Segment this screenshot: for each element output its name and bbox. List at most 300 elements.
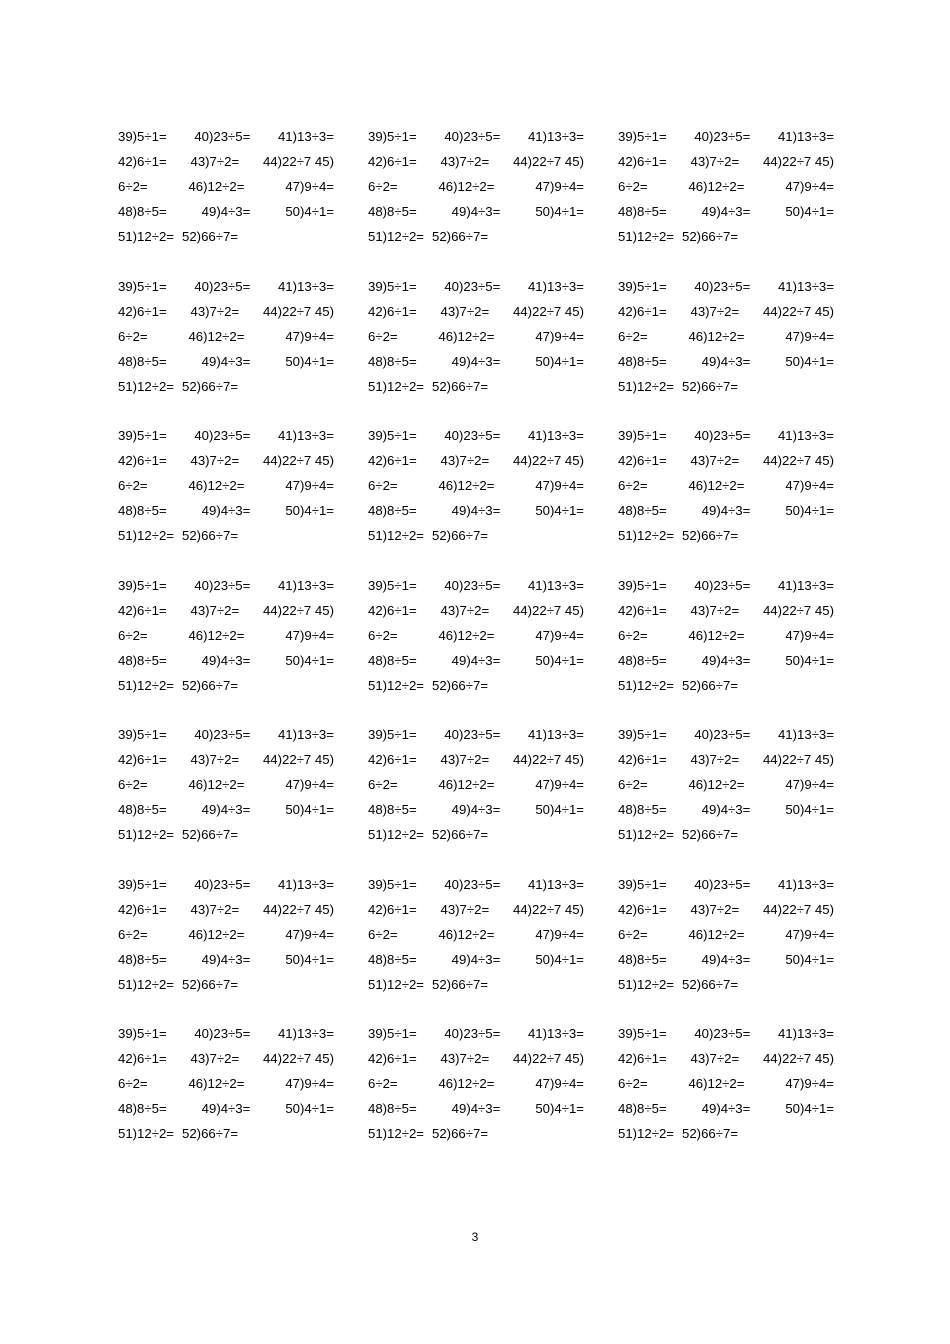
exercise-item: 6÷2= xyxy=(618,926,648,942)
exercise-line xyxy=(368,1096,584,1121)
exercise-item: 51)12÷2= xyxy=(368,976,425,992)
exercise-item: 41)13÷3= xyxy=(777,1026,834,1041)
exercise-item: 49)4÷3= xyxy=(701,503,751,518)
exercise-item: 44)22÷7 45) xyxy=(262,602,334,618)
exercise-line xyxy=(118,124,334,149)
exercise-item: 48)8÷5= xyxy=(618,951,667,967)
exercise-line xyxy=(618,598,834,623)
exercise-item: 49)4÷3= xyxy=(201,652,251,668)
exercise-item: 48)8÷5= xyxy=(618,1101,667,1116)
exercise-line xyxy=(368,473,584,498)
exercise-item: 48)8÷5= xyxy=(618,802,667,817)
exercise-line xyxy=(618,1121,834,1146)
exercise-item: 51)12÷2= xyxy=(118,677,175,693)
exercise-line xyxy=(118,772,334,797)
exercise-item: 47)9÷4= xyxy=(785,478,834,493)
exercise-item: 46)12÷2= xyxy=(188,926,245,942)
exercise-item: 51)12÷2= xyxy=(368,229,425,244)
exercise-item: 49)4÷3= xyxy=(451,503,501,518)
exercise-line xyxy=(618,174,834,199)
exercise-item: 50)4÷1= xyxy=(785,951,834,967)
exercise-line xyxy=(368,972,584,997)
exercise-line xyxy=(368,648,584,673)
exercise-line xyxy=(118,1021,334,1046)
exercise-item: 43)7÷2= xyxy=(690,602,740,618)
exercise-item: 6÷2= xyxy=(118,1076,148,1091)
exercise-item: 46)12÷2= xyxy=(438,179,495,194)
exercise-item: 49)4÷3= xyxy=(201,204,251,219)
exercise-line xyxy=(118,573,334,598)
exercise-item: 43)7÷2= xyxy=(190,1051,240,1066)
exercise-line xyxy=(618,498,834,523)
exercise-block xyxy=(618,274,834,424)
exercise-item: 6÷2= xyxy=(618,1076,648,1091)
exercise-line xyxy=(368,573,584,598)
exercise-item: 50)4÷1= xyxy=(785,652,834,668)
exercise-line xyxy=(118,872,334,897)
exercise-item: 6÷2= xyxy=(368,179,398,194)
exercise-item: 47)9÷4= xyxy=(785,328,834,344)
exercise-item: 44)22÷7 45) xyxy=(262,901,334,917)
exercise-line xyxy=(118,324,334,349)
exercise-item: 47)9÷4= xyxy=(785,1076,834,1091)
exercise-item: 47)9÷4= xyxy=(535,328,584,344)
exercise-line xyxy=(618,149,834,174)
exercise-item: 40)23÷5= xyxy=(194,428,251,443)
exercise-item: 46)12÷2= xyxy=(438,478,495,493)
exercise-item: 44)22÷7 45) xyxy=(512,453,584,468)
exercise-item: 43)7÷2= xyxy=(440,901,490,917)
exercise-block xyxy=(118,722,368,872)
exercise-item: 46)12÷2= xyxy=(438,328,495,344)
exercise-item: 43)7÷2= xyxy=(690,154,740,169)
exercise-line xyxy=(368,598,584,623)
exercise-line xyxy=(618,124,834,149)
exercise-line xyxy=(118,623,334,648)
exercise-item: 44)22÷7 45) xyxy=(262,154,334,169)
exercise-item: 51)12÷2= xyxy=(118,976,175,992)
exercise-item: 51)12÷2= xyxy=(118,229,175,244)
exercise-item: 44)22÷7 45) xyxy=(262,1051,334,1066)
exercise-item: 47)9÷4= xyxy=(785,627,834,643)
exercise-line xyxy=(118,648,334,673)
exercise-line xyxy=(368,722,584,747)
exercise-item: 52)66÷7= xyxy=(432,1126,489,1141)
exercise-line xyxy=(118,199,334,224)
exercise-item: 6÷2= xyxy=(618,478,648,493)
exercise-block xyxy=(618,1021,834,1171)
exercise-item: 50)4÷1= xyxy=(785,503,834,518)
exercise-item: 50)4÷1= xyxy=(285,1101,334,1116)
exercise-item: 50)4÷1= xyxy=(535,652,584,668)
exercise-item: 46)12÷2= xyxy=(188,478,245,493)
exercise-item: 39)5÷1= xyxy=(118,876,167,892)
exercise-item: 46)12÷2= xyxy=(688,1076,745,1091)
exercise-item: 49)4÷3= xyxy=(701,204,751,219)
exercise-item: 44)22÷7 45) xyxy=(762,901,834,917)
exercise-item: 46)12÷2= xyxy=(688,627,745,643)
exercise-line xyxy=(368,199,584,224)
exercise-item: 46)12÷2= xyxy=(438,627,495,643)
exercise-item: 48)8÷5= xyxy=(118,652,167,668)
exercise-item: 50)4÷1= xyxy=(285,652,334,668)
exercise-item: 47)9÷4= xyxy=(285,179,334,194)
exercise-line xyxy=(368,922,584,947)
exercise-item: 42)6÷1= xyxy=(618,602,667,618)
exercise-item: 6÷2= xyxy=(368,328,398,344)
exercise-item: 47)9÷4= xyxy=(535,926,584,942)
exercise-item: 44)22÷7 45) xyxy=(762,154,834,169)
exercise-line xyxy=(618,448,834,473)
exercise-line xyxy=(118,598,334,623)
exercise-block xyxy=(118,274,368,424)
page-number: 3 xyxy=(471,1230,479,1244)
exercise-item: 48)8÷5= xyxy=(118,1101,167,1116)
exercise-line xyxy=(618,673,834,698)
exercise-item: 51)12÷2= xyxy=(368,827,425,842)
exercise-item: 42)6÷1= xyxy=(618,453,667,468)
exercise-item: 43)7÷2= xyxy=(190,752,240,767)
exercise-item: 48)8÷5= xyxy=(368,204,417,219)
exercise-item: 43)7÷2= xyxy=(190,154,240,169)
exercise-item: 47)9÷4= xyxy=(785,777,834,792)
exercise-item: 52)66÷7= xyxy=(432,528,489,543)
exercise-item: 47)9÷4= xyxy=(535,1076,584,1091)
exercise-line xyxy=(368,349,584,374)
exercise-item: 44)22÷7 45) xyxy=(512,303,584,319)
exercise-item: 48)8÷5= xyxy=(118,802,167,817)
exercise-line xyxy=(618,623,834,648)
exercise-line xyxy=(368,224,584,249)
exercise-block xyxy=(368,722,618,872)
exercise-line xyxy=(368,623,584,648)
exercise-item: 42)6÷1= xyxy=(618,752,667,767)
exercise-line xyxy=(118,423,334,448)
exercise-item: 52)66÷7= xyxy=(682,677,739,693)
exercise-item: 52)66÷7= xyxy=(432,229,489,244)
exercise-item: 50)4÷1= xyxy=(535,204,584,219)
exercise-line xyxy=(368,822,584,847)
exercise-item: 48)8÷5= xyxy=(118,951,167,967)
exercise-line xyxy=(118,972,334,997)
exercise-line xyxy=(618,822,834,847)
exercise-item: 39)5÷1= xyxy=(618,727,667,742)
exercise-item: 47)9÷4= xyxy=(285,478,334,493)
exercise-item: 42)6÷1= xyxy=(118,602,167,618)
exercise-line xyxy=(618,374,834,399)
exercise-item: 42)6÷1= xyxy=(368,453,417,468)
exercise-item: 40)23÷5= xyxy=(194,577,251,593)
exercise-line xyxy=(118,274,334,299)
exercise-line xyxy=(118,473,334,498)
exercise-item: 49)4÷3= xyxy=(701,802,751,817)
exercise-block xyxy=(618,573,834,723)
exercise-item: 6÷2= xyxy=(618,179,648,194)
exercise-item: 41)13÷3= xyxy=(777,428,834,443)
exercise-line xyxy=(368,124,584,149)
exercise-line xyxy=(118,224,334,249)
exercise-item: 44)22÷7 45) xyxy=(262,453,334,468)
exercise-item: 40)23÷5= xyxy=(444,876,501,892)
exercise-item: 49)4÷3= xyxy=(201,503,251,518)
exercise-item: 44)22÷7 45) xyxy=(762,752,834,767)
exercise-item: 51)12÷2= xyxy=(618,229,675,244)
exercise-item: 42)6÷1= xyxy=(118,901,167,917)
exercise-item: 51)12÷2= xyxy=(368,677,425,693)
exercise-item: 42)6÷1= xyxy=(118,752,167,767)
exercise-item: 41)13÷3= xyxy=(777,278,834,294)
exercise-item: 41)13÷3= xyxy=(277,1026,334,1041)
exercise-item: 39)5÷1= xyxy=(368,577,417,593)
exercise-item: 41)13÷3= xyxy=(277,727,334,742)
exercise-item: 52)66÷7= xyxy=(182,827,239,842)
exercise-block xyxy=(118,573,368,723)
exercise-item: 43)7÷2= xyxy=(690,901,740,917)
exercise-block xyxy=(118,423,368,573)
exercise-item: 44)22÷7 45) xyxy=(512,1051,584,1066)
exercise-line xyxy=(368,1071,584,1096)
exercise-item: 49)4÷3= xyxy=(701,951,751,967)
exercise-item: 6÷2= xyxy=(368,1076,398,1091)
exercise-item: 40)23÷5= xyxy=(194,727,251,742)
exercise-line xyxy=(118,498,334,523)
exercise-item: 48)8÷5= xyxy=(368,1101,417,1116)
exercise-item: 40)23÷5= xyxy=(194,129,251,144)
exercise-grid xyxy=(118,124,834,1171)
exercise-item: 41)13÷3= xyxy=(277,129,334,144)
exercise-item: 6÷2= xyxy=(618,627,648,643)
exercise-item: 47)9÷4= xyxy=(285,328,334,344)
exercise-item: 49)4÷3= xyxy=(701,353,751,369)
exercise-item: 6÷2= xyxy=(618,777,648,792)
exercise-item: 50)4÷1= xyxy=(285,204,334,219)
exercise-item: 50)4÷1= xyxy=(535,353,584,369)
exercise-item: 44)22÷7 45) xyxy=(762,303,834,319)
exercise-item: 43)7÷2= xyxy=(690,1051,740,1066)
exercise-item: 39)5÷1= xyxy=(368,876,417,892)
exercise-item: 46)12÷2= xyxy=(188,328,245,344)
exercise-item: 52)66÷7= xyxy=(432,378,489,394)
exercise-item: 46)12÷2= xyxy=(438,777,495,792)
exercise-line xyxy=(618,1096,834,1121)
exercise-line xyxy=(118,922,334,947)
exercise-item: 41)13÷3= xyxy=(527,278,584,294)
exercise-block xyxy=(368,124,618,274)
exercise-item: 51)12÷2= xyxy=(618,976,675,992)
exercise-item: 42)6÷1= xyxy=(618,901,667,917)
exercise-item: 48)8÷5= xyxy=(618,353,667,369)
exercise-block xyxy=(368,274,618,424)
exercise-item: 50)4÷1= xyxy=(285,802,334,817)
exercise-item: 6÷2= xyxy=(368,777,398,792)
exercise-item: 6÷2= xyxy=(118,478,148,493)
exercise-item: 50)4÷1= xyxy=(535,802,584,817)
exercise-block xyxy=(618,872,834,1022)
exercise-item: 43)7÷2= xyxy=(690,303,740,319)
exercise-item: 41)13÷3= xyxy=(527,129,584,144)
exercise-item: 42)6÷1= xyxy=(368,303,417,319)
exercise-item: 44)22÷7 45) xyxy=(512,752,584,767)
exercise-item: 46)12÷2= xyxy=(438,1076,495,1091)
exercise-item: 49)4÷3= xyxy=(201,1101,251,1116)
exercise-item: 39)5÷1= xyxy=(368,278,417,294)
exercise-line xyxy=(368,1021,584,1046)
exercise-item: 43)7÷2= xyxy=(190,901,240,917)
exercise-item: 48)8÷5= xyxy=(368,353,417,369)
exercise-line xyxy=(368,374,584,399)
exercise-item: 52)66÷7= xyxy=(182,677,239,693)
exercise-item: 40)23÷5= xyxy=(444,428,501,443)
exercise-item: 40)23÷5= xyxy=(694,428,751,443)
exercise-item: 44)22÷7 45) xyxy=(262,752,334,767)
exercise-item: 43)7÷2= xyxy=(190,602,240,618)
exercise-line xyxy=(368,1121,584,1146)
exercise-block xyxy=(118,124,368,274)
exercise-block xyxy=(118,1021,368,1171)
exercise-item: 50)4÷1= xyxy=(785,802,834,817)
exercise-item: 42)6÷1= xyxy=(368,602,417,618)
exercise-line xyxy=(118,897,334,922)
exercise-line xyxy=(118,1071,334,1096)
exercise-item: 40)23÷5= xyxy=(444,129,501,144)
exercise-item: 42)6÷1= xyxy=(118,453,167,468)
exercise-item: 51)12÷2= xyxy=(368,378,425,394)
exercise-item: 6÷2= xyxy=(118,328,148,344)
exercise-item: 49)4÷3= xyxy=(451,1101,501,1116)
exercise-item: 43)7÷2= xyxy=(440,602,490,618)
exercise-item: 39)5÷1= xyxy=(618,577,667,593)
exercise-item: 40)23÷5= xyxy=(444,278,501,294)
exercise-item: 44)22÷7 45) xyxy=(512,154,584,169)
exercise-item: 47)9÷4= xyxy=(285,926,334,942)
exercise-block xyxy=(118,872,368,1022)
exercise-item: 47)9÷4= xyxy=(785,179,834,194)
exercise-line xyxy=(368,423,584,448)
exercise-item: 46)12÷2= xyxy=(688,179,745,194)
exercise-item: 49)4÷3= xyxy=(701,1101,751,1116)
exercise-item: 52)66÷7= xyxy=(182,229,239,244)
exercise-item: 44)22÷7 45) xyxy=(762,602,834,618)
exercise-item: 48)8÷5= xyxy=(368,802,417,817)
exercise-item: 49)4÷3= xyxy=(451,204,501,219)
exercise-item: 46)12÷2= xyxy=(688,478,745,493)
exercise-item: 46)12÷2= xyxy=(188,1076,245,1091)
exercise-block xyxy=(368,872,618,1022)
exercise-item: 52)66÷7= xyxy=(182,378,239,394)
exercise-line xyxy=(368,897,584,922)
exercise-item: 48)8÷5= xyxy=(618,503,667,518)
exercise-item: 42)6÷1= xyxy=(368,752,417,767)
exercise-item: 43)7÷2= xyxy=(690,453,740,468)
exercise-item: 41)13÷3= xyxy=(527,1026,584,1041)
exercise-line xyxy=(368,797,584,822)
exercise-line xyxy=(118,722,334,747)
exercise-line xyxy=(618,1021,834,1046)
exercise-item: 39)5÷1= xyxy=(618,876,667,892)
exercise-line xyxy=(118,174,334,199)
exercise-item: 47)9÷4= xyxy=(785,926,834,942)
exercise-item: 46)12÷2= xyxy=(188,777,245,792)
exercise-line xyxy=(118,797,334,822)
exercise-item: 39)5÷1= xyxy=(618,278,667,294)
exercise-item: 6÷2= xyxy=(118,777,148,792)
exercise-item: 50)4÷1= xyxy=(535,503,584,518)
exercise-item: 40)23÷5= xyxy=(694,129,751,144)
exercise-line xyxy=(618,349,834,374)
exercise-line xyxy=(118,299,334,324)
exercise-line xyxy=(618,224,834,249)
exercise-item: 48)8÷5= xyxy=(118,503,167,518)
exercise-item: 42)6÷1= xyxy=(618,303,667,319)
exercise-item: 51)12÷2= xyxy=(618,528,675,543)
exercise-item: 46)12÷2= xyxy=(188,627,245,643)
exercise-item: 6÷2= xyxy=(118,179,148,194)
exercise-line xyxy=(118,1046,334,1071)
exercise-item: 52)66÷7= xyxy=(432,827,489,842)
exercise-block xyxy=(368,1021,618,1171)
exercise-item: 51)12÷2= xyxy=(618,677,675,693)
exercise-item: 39)5÷1= xyxy=(618,428,667,443)
exercise-item: 40)23÷5= xyxy=(444,1026,501,1041)
exercise-item: 46)12÷2= xyxy=(438,926,495,942)
exercise-item: 51)12÷2= xyxy=(118,827,175,842)
exercise-line xyxy=(368,274,584,299)
exercise-item: 46)12÷2= xyxy=(688,926,745,942)
exercise-block xyxy=(368,423,618,573)
exercise-line xyxy=(618,772,834,797)
exercise-line xyxy=(618,199,834,224)
exercise-item: 40)23÷5= xyxy=(444,727,501,742)
exercise-item: 39)5÷1= xyxy=(618,129,667,144)
exercise-line xyxy=(618,1071,834,1096)
exercise-block xyxy=(618,423,834,573)
exercise-item: 39)5÷1= xyxy=(618,1026,667,1041)
exercise-item: 40)23÷5= xyxy=(694,876,751,892)
exercise-item: 43)7÷2= xyxy=(440,1051,490,1066)
exercise-item: 51)12÷2= xyxy=(118,1126,175,1141)
exercise-line xyxy=(618,648,834,673)
exercise-item: 46)12÷2= xyxy=(688,777,745,792)
exercise-item: 50)4÷1= xyxy=(785,1101,834,1116)
exercise-item: 39)5÷1= xyxy=(118,727,167,742)
exercise-item: 49)4÷3= xyxy=(701,652,751,668)
exercise-line xyxy=(618,473,834,498)
exercise-line xyxy=(118,1121,334,1146)
exercise-item: 49)4÷3= xyxy=(201,353,251,369)
exercise-item: 43)7÷2= xyxy=(190,303,240,319)
exercise-line xyxy=(618,797,834,822)
exercise-item: 52)66÷7= xyxy=(182,976,239,992)
exercise-line xyxy=(368,872,584,897)
exercise-item: 39)5÷1= xyxy=(118,428,167,443)
exercise-item: 43)7÷2= xyxy=(190,453,240,468)
exercise-item: 52)66÷7= xyxy=(682,528,739,543)
exercise-item: 43)7÷2= xyxy=(690,752,740,767)
exercise-item: 41)13÷3= xyxy=(277,577,334,593)
exercise-item: 47)9÷4= xyxy=(285,777,334,792)
exercise-item: 48)8÷5= xyxy=(368,503,417,518)
exercise-item: 41)13÷3= xyxy=(777,727,834,742)
exercise-item: 52)66÷7= xyxy=(682,229,739,244)
exercise-item: 52)66÷7= xyxy=(182,528,239,543)
exercise-item: 41)13÷3= xyxy=(527,577,584,593)
exercise-line xyxy=(118,1096,334,1121)
exercise-line xyxy=(118,747,334,772)
exercise-item: 51)12÷2= xyxy=(118,378,175,394)
exercise-item: 39)5÷1= xyxy=(368,727,417,742)
exercise-line xyxy=(618,947,834,972)
exercise-item: 39)5÷1= xyxy=(118,577,167,593)
